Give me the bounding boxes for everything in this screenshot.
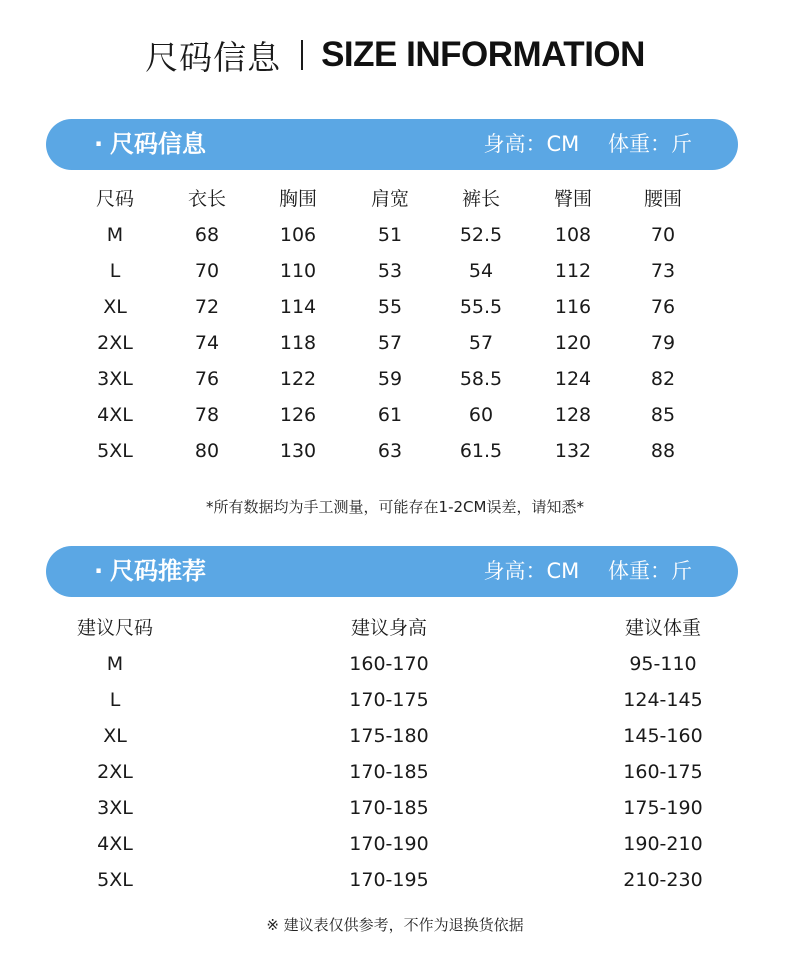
table-row — [0, 865, 790, 895]
table-cell: 106 — [279, 224, 317, 246]
table-cell: 210-230 — [623, 869, 703, 891]
table-cell: 72 — [194, 296, 220, 318]
column-header: 建议身高 — [350, 617, 427, 639]
table-cell: 58.5 — [459, 368, 503, 390]
table-cell: 61 — [377, 404, 403, 426]
table-cell: 60 — [468, 404, 494, 426]
table-cell: 70 — [650, 224, 676, 246]
table-row — [0, 685, 790, 715]
column-header: 衣长 — [187, 188, 226, 210]
table-cell: 130 — [279, 440, 317, 462]
table-cell: 76 — [194, 368, 220, 390]
table-cell: 120 — [554, 332, 592, 354]
table-row — [0, 400, 790, 430]
table-cell: L — [109, 260, 121, 282]
recommend-unit-height: 身高：CM — [483, 559, 580, 583]
table-cell: 112 — [554, 260, 592, 282]
table-cell: 76 — [650, 296, 676, 318]
table-cell: 122 — [279, 368, 317, 390]
table-cell: 54 — [468, 260, 494, 282]
table-cell: 79 — [650, 332, 676, 354]
column-header: 尺码 — [95, 188, 134, 210]
table-cell: 68 — [194, 224, 220, 246]
table-cell: 5XL — [97, 869, 133, 891]
recommend-banner — [46, 546, 738, 597]
table-cell: 2XL — [97, 761, 133, 783]
table-cell: 190-210 — [623, 833, 703, 855]
column-header: 裤长 — [461, 188, 500, 210]
table-cell: 160-170 — [349, 653, 429, 675]
header-en-title: SIZE INFORMATION — [321, 35, 645, 74]
table-cell: 175-180 — [349, 725, 429, 747]
table-cell: 73 — [650, 260, 676, 282]
size-info-unit-weight: 体重：斤 — [608, 132, 692, 156]
table-cell: 3XL — [97, 797, 133, 819]
header-cn-title: 尺码信息 — [145, 37, 282, 77]
table-cell: 170-190 — [349, 833, 429, 855]
table-cell: 2XL — [97, 332, 133, 354]
table-cell: 57 — [377, 332, 403, 354]
table-row — [0, 721, 790, 751]
table-cell: 63 — [377, 440, 403, 462]
table-cell: 5XL — [97, 440, 133, 462]
table-cell: 61.5 — [459, 440, 503, 462]
table-row — [0, 829, 790, 859]
size-info-units — [462, 119, 692, 170]
table-cell: 53 — [377, 260, 403, 282]
table-cell: 85 — [650, 404, 676, 426]
table-row — [0, 793, 790, 823]
table-row — [0, 364, 790, 394]
table-cell: 78 — [194, 404, 220, 426]
table-cell: 4XL — [97, 833, 133, 855]
table-cell: 55 — [377, 296, 403, 318]
table-cell: 55.5 — [459, 296, 503, 318]
table-cell: 170-175 — [349, 689, 429, 711]
table-cell: 116 — [554, 296, 592, 318]
recommend-title: 尺码推荐 — [110, 557, 206, 585]
page-header — [0, 28, 790, 82]
size-info-title: 尺码信息 — [110, 130, 206, 158]
table-cell: 175-190 — [623, 797, 703, 819]
table-cell: 51 — [377, 224, 403, 246]
recommend-note: ※ 建议表仅供参考，不作为退换货依据 — [266, 916, 524, 934]
table-cell: 70 — [194, 260, 220, 282]
table-cell: 88 — [650, 440, 676, 462]
table-cell: 124 — [554, 368, 592, 390]
size-info-note: *所有数据均为手工测量，可能存在1-2CM误差，请知悉* — [206, 498, 584, 516]
table-cell: 59 — [377, 368, 403, 390]
column-header: 臀围 — [553, 188, 592, 210]
table-cell: 110 — [279, 260, 317, 282]
table-cell: 4XL — [97, 404, 133, 426]
size-info-bullet: · — [94, 130, 104, 158]
table-cell: 57 — [468, 332, 494, 354]
recommend-units — [462, 546, 692, 597]
column-header: 腰围 — [643, 188, 682, 210]
table-cell: XL — [103, 725, 127, 747]
table-cell: XL — [103, 296, 127, 318]
size-info-banner — [46, 119, 738, 170]
table-cell: 145-160 — [623, 725, 703, 747]
table-cell: 108 — [554, 224, 592, 246]
table-row — [0, 220, 790, 250]
recommend-bullet: · — [94, 557, 104, 585]
table-row — [0, 757, 790, 787]
table-cell: 74 — [194, 332, 220, 354]
table-cell: 95-110 — [629, 653, 697, 675]
header-divider — [301, 40, 303, 70]
column-header: 建议体重 — [624, 617, 701, 639]
table-cell: 52.5 — [459, 224, 503, 246]
table-cell: 160-175 — [623, 761, 703, 783]
table-row — [0, 328, 790, 358]
table-row — [0, 256, 790, 286]
table-header-row — [0, 613, 790, 643]
table-cell: 114 — [279, 296, 317, 318]
table-cell: 170-195 — [349, 869, 429, 891]
table-row — [0, 292, 790, 322]
table-cell: 118 — [279, 332, 317, 354]
size-info-unit-height: 身高：CM — [483, 132, 580, 156]
table-row — [0, 436, 790, 466]
table-cell: 170-185 — [349, 761, 429, 783]
table-header-row — [0, 184, 790, 214]
column-header: 胸围 — [278, 188, 317, 210]
table-cell: M — [106, 224, 124, 246]
table-cell: 126 — [279, 404, 317, 426]
table-cell: 82 — [650, 368, 676, 390]
column-header: 肩宽 — [370, 188, 409, 210]
table-cell: 170-185 — [349, 797, 429, 819]
table-cell: 3XL — [97, 368, 133, 390]
table-cell: 132 — [554, 440, 592, 462]
table-cell: M — [106, 653, 124, 675]
table-cell: 128 — [554, 404, 592, 426]
table-cell: L — [109, 689, 121, 711]
table-row — [0, 649, 790, 679]
recommend-unit-weight: 体重：斤 — [608, 559, 692, 583]
table-cell: 80 — [194, 440, 220, 462]
table-cell: 124-145 — [623, 689, 703, 711]
column-header: 建议尺码 — [76, 617, 153, 639]
